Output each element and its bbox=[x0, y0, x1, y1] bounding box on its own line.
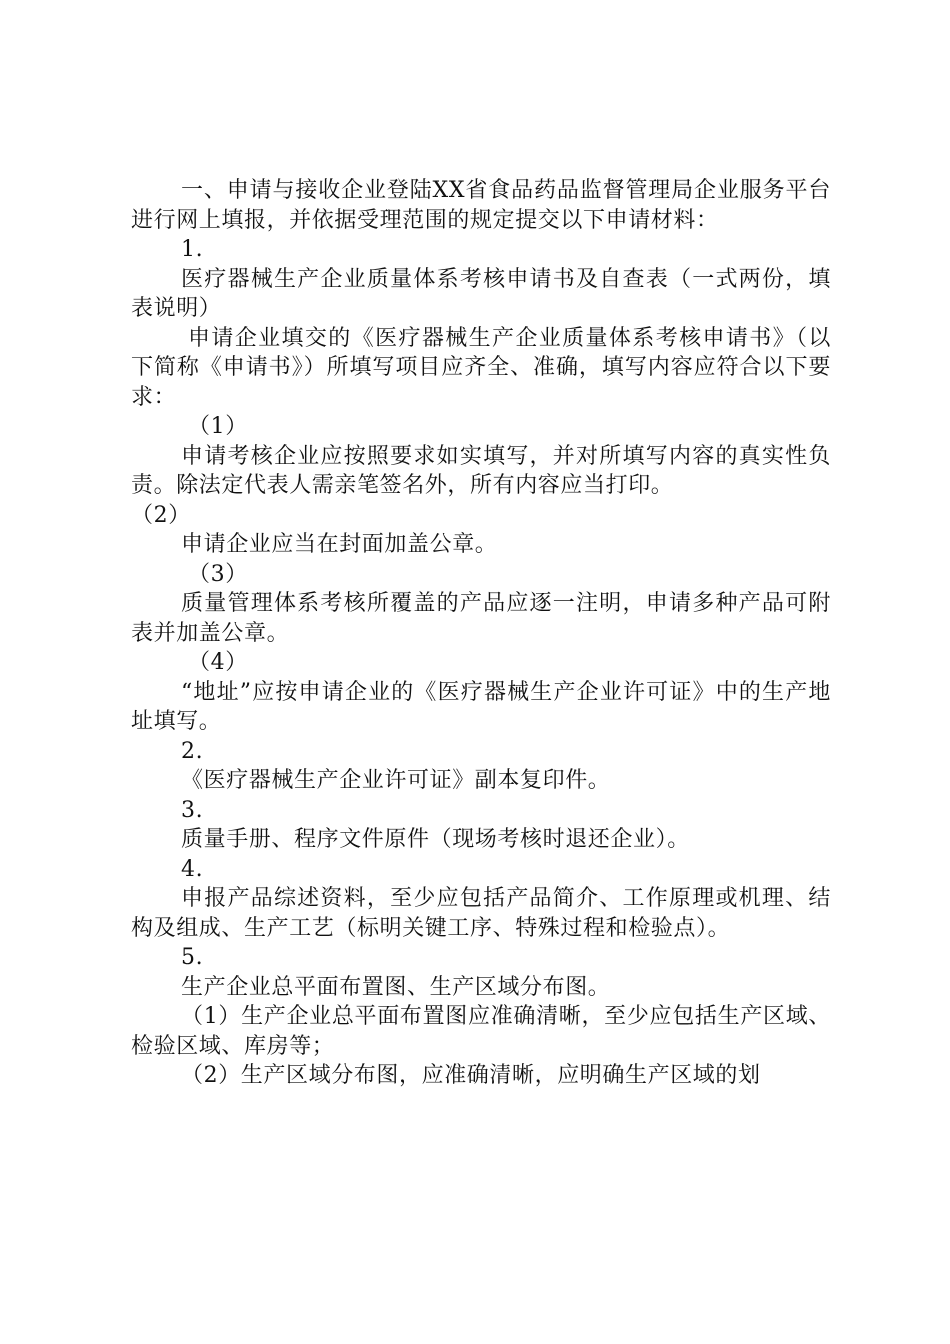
item-5-sub-1: （1）生产企业总平面布置图应准确清晰，至少应包括生产区域、检验区域、库房等； bbox=[131, 1004, 831, 1059]
sub-number-4: （4） bbox=[188, 650, 248, 675]
sub-number-1: （1） bbox=[188, 414, 248, 439]
item-number-5: 5. bbox=[181, 945, 204, 970]
document-body bbox=[131, 176, 831, 1091]
paragraph-intro: 一、申请与接收企业登陆XX省食品药品监督管理局企业服务平台进行网上填报，并依据受理范围的规定提交以下申请材料： bbox=[131, 178, 831, 233]
sub-item-3-text: 质量管理体系考核所覆盖的产品应逐一注明，申请多种产品可附表并加盖公章。 bbox=[131, 591, 831, 646]
item-1-title: 医疗器械生产企业质量体系考核申请书及自查表（一式两份，填表说明） bbox=[131, 266, 831, 321]
item-5-text: 生产企业总平面布置图、生产区域分布图。 bbox=[181, 974, 611, 1000]
item-number-4: 4. bbox=[181, 856, 204, 882]
sub-number-3: （3） bbox=[188, 561, 248, 587]
item-3-text: 质量手册、程序文件原件（现场考核时退还企业）。 bbox=[181, 827, 690, 852]
item-5-sub-2: （2）生产区域分布图，应准确清晰，应明确生产区域的划 bbox=[181, 1063, 761, 1088]
item-number-3: 3. bbox=[181, 797, 204, 823]
item-4-text: 申报产品综述资料，至少应包括产品简介、工作原理或机理、结构及组成、生产工艺（标明关键工序、特殊过程和检验点）。 bbox=[131, 886, 831, 941]
sub-item-1-text: 申请考核企业应按照要求如实填写，并对所填写内容的真实性负责。除法定代表人需亲笔签名外，所有内容应当打印。 bbox=[131, 443, 831, 498]
item-number-1: 1. bbox=[181, 237, 204, 262]
item-2-text: 《医疗器械生产企业许可证》副本复印件。 bbox=[181, 768, 611, 793]
sub-number-2: （2） bbox=[131, 502, 191, 528]
item-1-description: 申请企业填交的《医疗器械生产企业质量体系考核申请书》（以下简称《申请书》）所填写项目应齐全、准确，填写内容应符合以下要求： bbox=[131, 325, 831, 410]
sub-item-2-text: 申请企业应当在封面加盖公章。 bbox=[181, 532, 498, 557]
item-number-2: 2. bbox=[181, 738, 204, 764]
sub-item-4-text: “地址”应按申请企业的《医疗器械生产企业许可证》中的生产地址填写。 bbox=[131, 679, 831, 734]
